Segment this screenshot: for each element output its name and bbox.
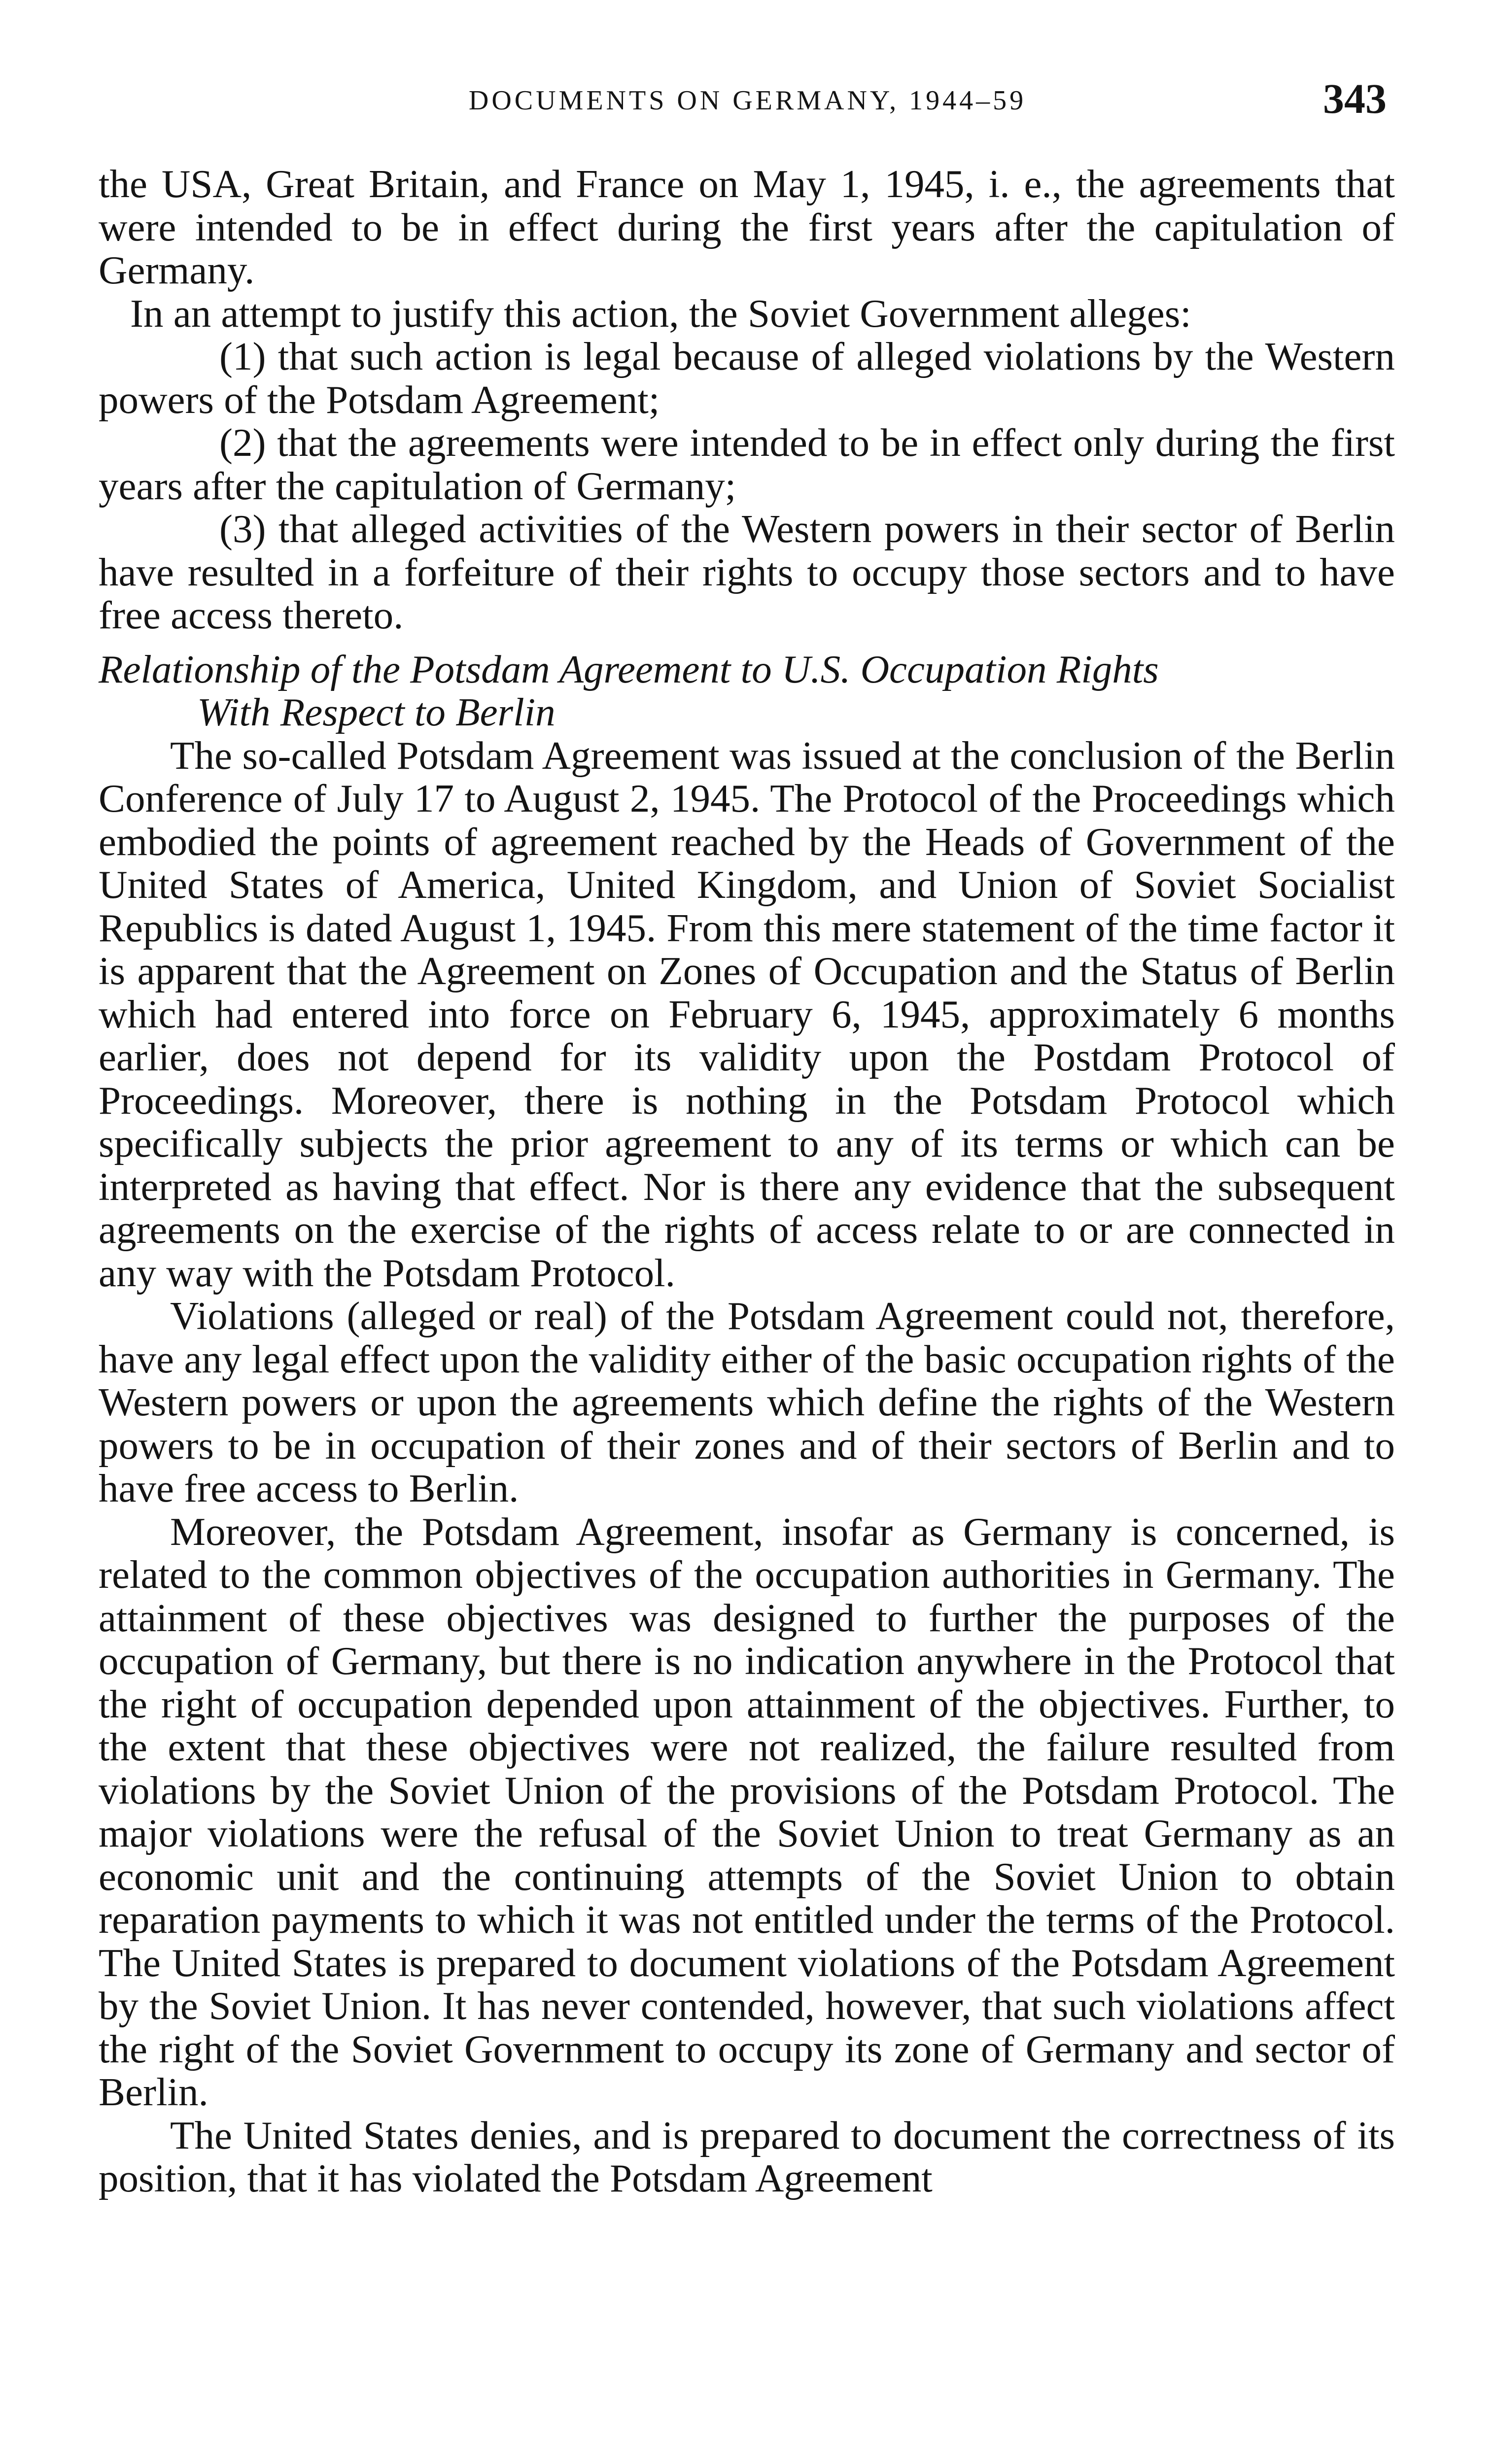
paragraph: Violations (alleged or real) of the Potsdam Agreement could not, therefore, have any legal effect upon the validity either of the basic occupation rights of the Western powers or upon the agreements which define the rights of the Western powers to be in occupation of their zones and of their sectors of Berlin and to have free access to Berlin. [99, 1294, 1395, 1510]
section-heading [99, 648, 1395, 734]
allegation-item: (3) that alleged activities of the Western powers in their sector of Berlin have resulted in a forfeiture of their rights to occupy those sectors and to have free access thereto. [99, 507, 1395, 637]
paragraph: The United States denies, and is prepared to document the correctness of its position, that it has violated the Potsdam Agreement [99, 2113, 1395, 2200]
running-title: DOCUMENTS ON GERMANY, 1944–59 [468, 85, 1027, 116]
section-heading-line: Relationship of the Potsdam Agreement to U.S. Occupation Rights [99, 647, 1159, 691]
document-body [99, 163, 1395, 2200]
section-heading-line: With Respect to Berlin [197, 690, 556, 734]
running-head [0, 74, 1495, 128]
paragraph: The so-called Potsdam Agreement was issued at the conclusion of the Berlin Conference of July 17 to August 2, 1945. The Protocol of the Proceedings which embodied the points of agreement reached by the Heads of Government of the United States of America, United Kingdom, and Union of Soviet Socialist Republics is dated August 1, 1945. From this mere statement of the time factor it is apparent that the Agreement on Zones of Occupation and the Status of Berlin which had entered into force on February 6, 1945, approximately 6 months earlier, does not depend for its validity upon the Postdam Protocol of Proceedings. Moreover, there is nothing in the Potsdam Protocol which specifically subjects the prior agreement to any of its terms or which can be interpreted as having that effect. Nor is there any evidence that the subsequent agreements on the exercise of the rights of access relate to or are connected in any way with the Potsdam Protocol. [99, 733, 1395, 1295]
page-number: 343 [1323, 75, 1387, 122]
allegation-item: (1) that such action is legal because of alleged violations by the Western powers of the Potsdam Agreement; [99, 334, 1395, 422]
allegation-item: (2) that the agreements were intended to be in effect only during the first years after the capitulation of Germany; [99, 420, 1395, 508]
paragraph: the USA, Great Britain, and France on May 1, 1945, i. e., the agreements that were intended to be in effect during the first years after the capitulation of Germany. [99, 162, 1395, 292]
paragraph: Moreover, the Potsdam Agreement, insofar as Germany is concerned, is related to the common objectives of the occupation authorities in Germany. The attainment of these objectives was designed to further the purposes of the occupation of Germany, but there is no indication anywhere in the Protocol that the right of occupation depended upon attainment of the objectives. Further, to the extent that these objectives were not realized, the failure resulted from violations by the Soviet Union of the provisions of the Potsdam Protocol. The major violations were the refusal of the Soviet Union to treat Germany as an economic unit and the continuing attempts of the Soviet Union to obtain reparation payments to which it was not entitled under the terms of the Protocol. The United States is prepared to document violations of the Potsdam Agreement by the Soviet Union. It has never contended, however, that such violations affect the right of the Soviet Government to occupy its zone of Germany and sector of Berlin. [99, 1509, 1395, 2114]
paragraph: In an attempt to justify this action, the Soviet Government alleges: [130, 291, 1191, 336]
